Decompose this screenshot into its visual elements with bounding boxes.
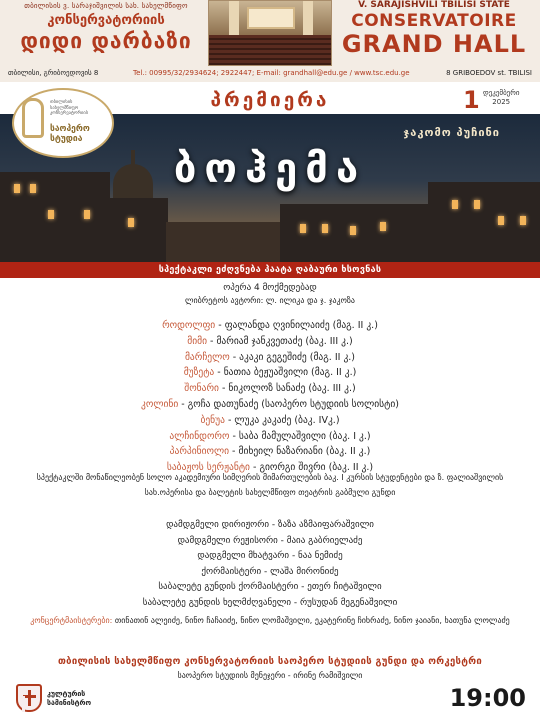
ministry-logo xyxy=(16,684,116,714)
opera-acts: ოპერა 4 მოქმედებად xyxy=(223,283,317,293)
opera-studio-logo xyxy=(12,88,114,158)
venue-name-english xyxy=(334,0,534,58)
ministry-name: კულტურის სამინისტრო xyxy=(47,690,92,707)
premiere-label: პრემიერა xyxy=(210,89,330,111)
team-row: დამდგმელი რეჟისორი - მაია გაბრიელაძე xyxy=(177,535,363,546)
venue-institution-english: V. SARAJISHVILI TBILISI STATE xyxy=(358,0,510,10)
event-year: 2025 xyxy=(492,98,511,106)
ensemble-title: თბილისის სახელმწიფო კონსერვატორიის საოპერო სტუდიის გუნდი და ორკესტრი xyxy=(58,656,482,667)
accompanists xyxy=(30,614,510,628)
venue-hall-georgian: დიდი დარბაზი xyxy=(20,29,192,53)
venue-name-georgian xyxy=(6,2,206,53)
team-row: დადგმელი მხატვარი - ნაა ნემიძე xyxy=(197,551,343,562)
logo-small-text: თბილისის სახელმწიფო კონსერვატორიის xyxy=(50,100,89,116)
contact-info: Tel.: 00995/32/2934624; 2922447; E-mail: grandhall@edu.ge / www.tsc.edu.ge xyxy=(133,69,410,77)
venue-institution-georgian: თბილისის ვ. სარაჯიშვილის სახ. სახელმწიფო xyxy=(24,2,188,10)
team-row: დამდგმელი დირიჟორი - ზაზა აზმაიფარაშვილი xyxy=(166,520,374,530)
opera-title: ბოჰემა xyxy=(173,146,367,192)
venue-conservatoire-english: CONSERVATOIRE xyxy=(351,11,517,31)
grand-hall-photo xyxy=(208,0,332,66)
cast-row: პარპინიოლი - მიხეილ ნაზარიანი (ბაკ. II კ.) xyxy=(169,446,371,458)
cast-list xyxy=(0,318,540,476)
cast-row: მუზეტა - ნათია ბეჟუაშვილი (მაგ. II კ.) xyxy=(183,367,357,379)
cast-row: მარჩელო - აკაკი გეგეშიძე (მაგ. II კ.) xyxy=(184,351,356,363)
studio-manager: საოპერო სტუდიის მენეჯერი - ირინე რამიშვილი xyxy=(177,671,363,680)
dedication-bar: სპექტაკლი ეძღვნება პაატა ღაბაური ხსოვნას xyxy=(0,262,540,278)
team-row: საბალეტე გუნდის ხელმძღვანელი - რუსუდან მეგენაშვილი xyxy=(142,597,398,608)
cast-row: ალჩინდორო - საბა მამულაშვილი (ბაკ. I კ.) xyxy=(169,430,371,442)
lyre-icon xyxy=(22,98,44,138)
address-english: 8 GRIBOEDOV st. TBILISI xyxy=(446,69,532,77)
coat-of-arms-icon xyxy=(16,684,42,712)
logo-big-text: საოპერო სტუდია xyxy=(50,124,90,144)
cast-row: მიმი - მარიამ ჯანკვეთაძე (ბაკ. III კ.) xyxy=(187,335,353,347)
event-month-year xyxy=(483,89,519,107)
composer-name: ჯაკომო პუჩინი xyxy=(403,126,500,139)
event-month: დეკემბერი xyxy=(483,89,520,97)
team-row: ქორმაისტერი - ლაშა მირონიძე xyxy=(201,566,339,577)
address-georgian: თბილისი, გრიბოედოვის 8 xyxy=(8,69,99,77)
venue-hall-english: GRAND HALL xyxy=(341,30,527,58)
cast-row: როდოლფი - ფალანდა ღვინილაიძე (მაგ. II კ.) xyxy=(162,320,378,331)
event-time: 19:00 xyxy=(449,684,526,712)
venue-conservatoire-georgian: კონსერვატორიის xyxy=(47,13,165,28)
accompanists-names: თინათინ ალეიძე, ნინო ჩაჩაიძე, ნინო ლომაშვილი, ეკატერინე ჩიხრაძე, ნინო ჯაიანი, ხათუნა ლოლაძე xyxy=(114,616,510,625)
production-team xyxy=(0,518,540,612)
cast-row: შონარი - ნიკოლოზ სანაძე (ბაკ. III კ.) xyxy=(184,383,356,395)
venue-header xyxy=(0,0,540,82)
participation-note: სპექტაკლში მონაწილეობენ სოლო აკადემიური სიმღერის მიმართულების ბაკ. I კურსის სტუდენტები და ზ. ფალიაშვილის სახ.ოპერისა და ბალეტის სახელმწიფო თეატრის გაბმული გუნდი xyxy=(36,473,504,497)
team-row: საბალეტე გუნდის ქორმაისტერი - ეთერ ჩიტაშვილი xyxy=(158,582,382,593)
cast-row: ბენუა - ლუკა კაკაძე (ბაკ. IVკ.) xyxy=(200,414,340,426)
cast-row: საბაჟოს სერჟანტი - გიორგი შივრი (ბაკ. II კ.) xyxy=(166,462,374,474)
event-day: 1 xyxy=(463,86,480,114)
libretto-credit: ლიბრეტოს ავტორი: ლ. ილიკა და ჯ. ჯაკოზა xyxy=(185,296,355,305)
accompanists-label: კონცერტმაისტერები: xyxy=(30,616,113,625)
cast-row: კოლინი - გოჩა დათუნაძე (საოპერო სტუდიის სოლისტი) xyxy=(141,398,399,410)
